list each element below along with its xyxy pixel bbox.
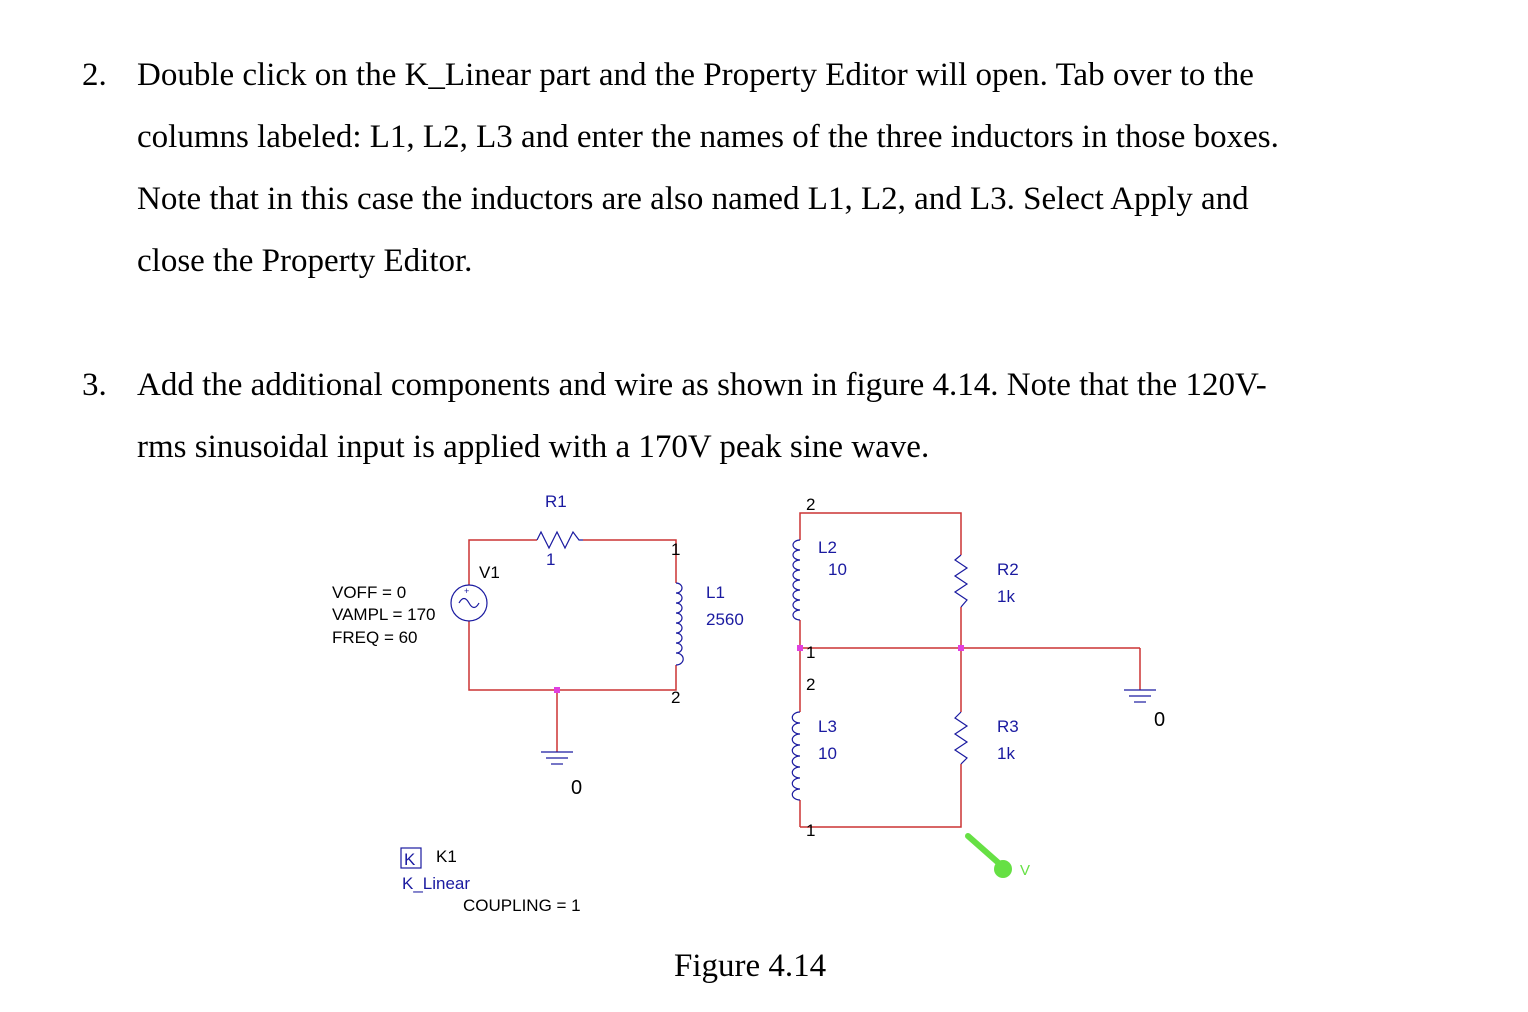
- step-number: 2.: [82, 57, 107, 93]
- svg-text:+: +: [464, 586, 470, 596]
- step-text-line: columns labeled: L1, L2, L3 and enter the names of the three inductors in those boxes.: [137, 119, 1279, 155]
- inductor-l1: [676, 583, 683, 665]
- step-text-line: close the Property Editor.: [137, 243, 473, 279]
- sine-source-v1: [451, 585, 487, 621]
- l1-name: L1: [706, 583, 725, 602]
- probe-label: V: [1020, 862, 1031, 879]
- k1-part: K_Linear: [402, 874, 471, 893]
- wire-bottom-left: [469, 621, 676, 690]
- r2-name: R2: [997, 560, 1019, 579]
- l1-value: 2560: [706, 610, 744, 629]
- k1-name: K1: [436, 847, 457, 866]
- voltage-probe[interactable]: [968, 836, 1012, 878]
- v1-vampl: VAMPL = 170: [332, 605, 436, 624]
- wire-bottom-secondary: [800, 764, 961, 827]
- r1-value: 1: [546, 550, 556, 569]
- wires: [469, 513, 1140, 827]
- k1-coupling: COUPLING = 1: [463, 896, 581, 915]
- ground-symbol-left: [541, 752, 573, 764]
- junction-nodes: [554, 645, 964, 693]
- v1-name: V1: [479, 563, 500, 582]
- step-number: 3.: [82, 367, 107, 403]
- step-text-line: Add the additional components and wire as shown in figure 4.14. Note that the 120V-: [137, 367, 1267, 403]
- r1-name: R1: [545, 492, 567, 511]
- l2-value: 10: [828, 560, 847, 579]
- ground-left-label: 0: [571, 777, 583, 799]
- l3-value: 10: [818, 744, 837, 763]
- l1-pin-bottom: 2: [671, 688, 681, 707]
- r3-value: 1k: [997, 744, 1015, 763]
- inductor-l3: [792, 712, 800, 800]
- v1-freq: FREQ = 60: [332, 628, 418, 647]
- step-text-line: Note that in this case the inductors are also named L1, L2, and L3. Select Apply and: [137, 181, 1249, 217]
- resistor-r1: [537, 532, 583, 548]
- v1-voff: VOFF = 0: [332, 583, 407, 602]
- wire-top-right: [583, 540, 676, 583]
- l3-pin-top: 2: [806, 675, 816, 694]
- l3-name: L3: [818, 717, 837, 736]
- resistor-r3: [955, 712, 967, 764]
- node-marker: [554, 687, 560, 693]
- ground-symbol-right: [1124, 690, 1156, 702]
- l2-name: L2: [818, 538, 837, 557]
- l2-pin-top: 2: [806, 495, 816, 514]
- node-marker: [797, 645, 803, 651]
- l1-pin-top: 1: [671, 540, 681, 559]
- node-marker: [958, 645, 964, 651]
- r3-name: R3: [997, 717, 1019, 736]
- l3-pin-bottom: 1: [806, 821, 816, 840]
- step-text-line: rms sinusoidal input is applied with a 170V peak sine wave.: [137, 429, 930, 465]
- figure-caption: Figure 4.14: [674, 948, 827, 984]
- step-text-line: Double click on the K_Linear part and the Property Editor will open. Tab over to the: [137, 57, 1254, 93]
- r2-value: 1k: [997, 587, 1015, 606]
- l2-pin-bottom: 1: [806, 643, 816, 662]
- resistor-r2: [955, 555, 967, 607]
- k1-glyph: K: [404, 850, 416, 869]
- inductor-l2: [793, 540, 800, 620]
- ground-right-label: 0: [1154, 709, 1166, 731]
